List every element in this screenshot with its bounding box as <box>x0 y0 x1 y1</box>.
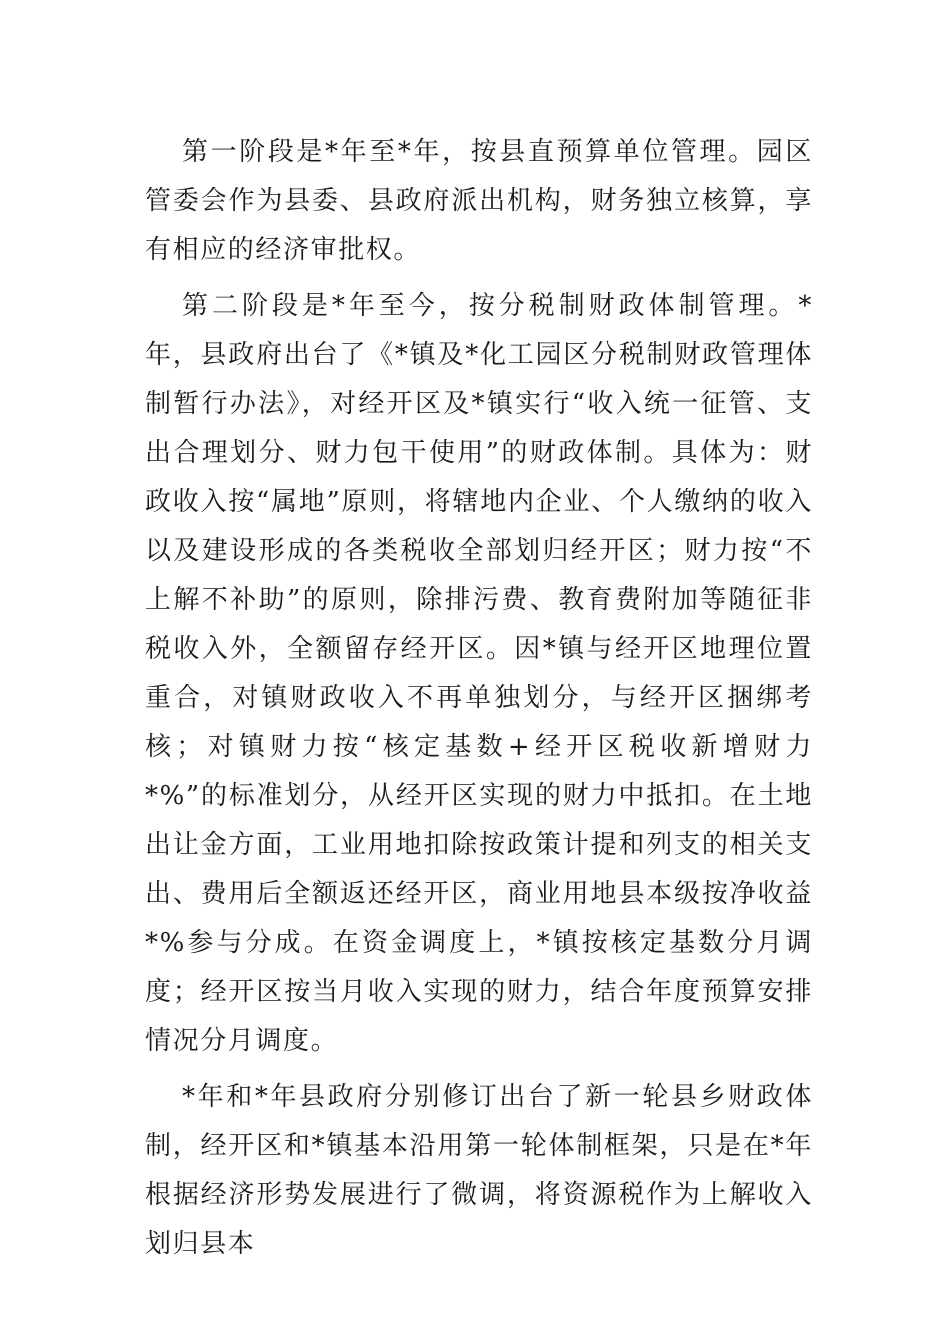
paragraph-stage-one: 第一阶段是*年至*年，按县直预算单位管理。园区管委会作为县委、县政府派出机构，财务独立核算，享有相应的经济审批权。 <box>145 137 813 265</box>
paragraph-revision: *年和*年县政府分别修订出台了新一轮县乡财政体制，经开区和*镇基本沿用第一轮体制框架，只是在*年根据经济形势发展进行了微调，将资源税作为上解收入划归县本 <box>145 1082 813 1259</box>
paragraph-stage-two: 第二阶段是*年至今，按分税制财政体制管理。*年，县政府出台了《*镇及*化工园区分税制财政管理体制暂行办法》，对经开区及*镇实行“收入统一征管、支出合理划分、财力包干使用”的财政体制。具体为：财政收入按“属地”原则，将辖地内企业、个人缴纳的收入以及建设形成的各类税收全部划归经开区；财力按“不上解不补助”的原则，除排污费、教育费附加等随征非税收入外，全额留存经开区。因*镇与经开区地理位置重合，对镇财政收入不再单独划分，与经开区捆绑考核；对镇财力按“核定基数+经开区税收新增财力*%”的标准划分，从经开区实现的财力中抵扣。在土地出让金方面，工业用地扣除按政策计提和列支的相关支出、费用后全额返还经开区，商业用地县本级按净收益*%参与分成。在资金调度上，*镇按核定基数分月调度；经开区按当月收入实现的财力，结合年度预算安排情况分月调度。 <box>145 291 813 1056</box>
document-body <box>145 128 813 1269</box>
